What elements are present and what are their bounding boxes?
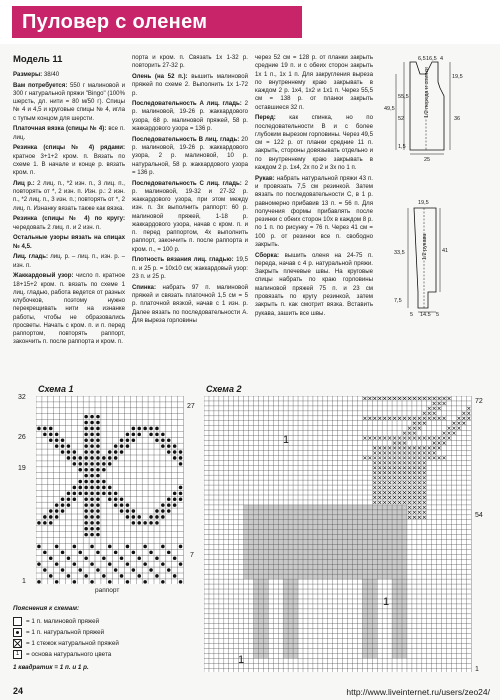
legend-text-base: = основа натурального цвета: [26, 651, 112, 659]
col2-text: 2 р. малиновой, 19-32 и 27-32 р. жаккардового узора, при этом между изн. п. 3x выполнить раппорт: 60 р. малиновой пряжей, 1-18 р. жаккардового узора, начав с кром. п. и п. перед раппортом, 4x выполнить раппорт, закончить п. после раппорта и кром. п., = 100 р.: [132, 179, 248, 253]
schematic-sleeve: [380, 196, 494, 316]
col1-text: чередовать 2 лиц. п. и 2 изн. п.: [13, 223, 101, 231]
schematic-front-back-svg: [380, 54, 494, 164]
legend-row-stitch: [13, 639, 198, 648]
col1-text: 2 лиц. п., *2 изн. п., 3 лиц. п., повторять от *, 2 изн. п. Изн. р.: 2 изн. п., *2 лиц. п., 3 изн. п.; повторять от *, 2 лиц. п. Изнанку вязать также как вязка.: [13, 179, 125, 212]
col3-text: набрать натуральной пряжи 43 п. и провязать 7,5 см резинкой. Затем вязать по последовательности С, в 1 р. равномерно прибавив 13 п. = 56 п. Для получения формы прибавлять после резинки с обеих сторон 10x в каждом 8 р. по 1 п. по рисунку = 76 п. Через 41 см = 100 р. от резинки все п. свободно закрыть.: [255, 174, 373, 248]
one-cell-icon: 1: [13, 650, 22, 659]
col2-paragraph: [132, 256, 248, 281]
empty-cell-icon: [13, 617, 22, 626]
sch2-label-c: 33,5: [394, 250, 405, 256]
col2-lead: Спинка:: [132, 283, 156, 291]
col2-text: вышить малиновой пряжей по схеме 2. Выполнить 1x 1-72 р.: [132, 72, 248, 97]
sch2-label-e: 5: [410, 312, 414, 316]
col2-paragraph: [132, 180, 248, 255]
cross-cell-icon: [13, 639, 22, 648]
legend-text-natural: = 1 п. натуральной пряжей: [26, 629, 105, 637]
col3-paragraph: [255, 54, 373, 112]
sch1-label-c: 4: [440, 56, 444, 62]
sch1-label-b: 16,5: [426, 56, 437, 62]
schematic-sleeve-svg: [380, 196, 494, 316]
chart2-grid-box: [204, 396, 472, 672]
legend: [13, 604, 198, 673]
col1-body: [13, 71, 125, 347]
square-note: 1 квадратик = 1 п. и 1 р.: [13, 664, 89, 672]
text-column-2: [132, 54, 248, 327]
col1-paragraph: [13, 272, 125, 347]
legend-text-crimson: = 1 п. малиновой пряжей: [26, 618, 100, 626]
col3-paragraph: [255, 114, 373, 172]
chart2-right-label-1: 1: [475, 666, 479, 673]
page-title: Пуловер с оленем: [22, 11, 208, 33]
sch2-label-a: 19,5: [418, 200, 429, 206]
col2-lead: Последовательность В лиц. гладь:: [132, 135, 240, 143]
page-number: 24: [13, 686, 24, 696]
col3-paragraph: [255, 252, 373, 318]
source-url[interactable]: http://www.liveinternet.ru/users/zeo24/: [346, 687, 490, 697]
col1-paragraph: [13, 144, 125, 177]
col3-lead: Сборка:: [255, 251, 279, 259]
col1-lead: Вам потребуется:: [13, 81, 68, 89]
col1-paragraph: [13, 234, 125, 251]
col2-text: 2 р. малиновой, 19-26 р. жаккардового узора, 68 р. малиновой пряжей, 58 р. жаккардового узора = 136 р.: [132, 100, 248, 133]
col2-paragraph: [132, 100, 248, 133]
chart2-right-label-72: 72: [475, 398, 483, 405]
col1-text: число п. кратное 18+15+2 кром. п. вязать по схеме 1 лиц. гладью, работа ведется от разных клубочков, поэтому нужно перекрещивать нити на изнанке работы, чтобы не образовались просветы. Начать с кром. п. и п. перед раппортом, повторять раппорт, закончить п. после раппорта и кром. п.: [13, 272, 125, 346]
chart1-right-label-7: 7: [190, 552, 194, 559]
col1-lead: Размеры:: [13, 70, 43, 78]
col1-paragraph: [13, 82, 125, 123]
dot-cell-icon: [13, 628, 22, 637]
schematic-front-back: [380, 54, 494, 164]
chart1-row-label-1: 1: [22, 578, 26, 585]
sch1-label-i: 1,5: [398, 144, 406, 150]
col2-text: 20 р. малиновой, 19-26 р. жаккардового узора, 2 р. малиновой, 10 р. натуральной, 58 р. жаккардового узора = 136 р.: [132, 135, 248, 176]
col1-text: все п. лиц.: [13, 125, 125, 141]
chart1-right-label-27: 27: [187, 403, 195, 410]
col2-text: порта и кром. п. Связать 1x 1-32 р. повторить 27-32 р.: [132, 54, 248, 70]
text-column-3: [255, 54, 373, 320]
col2-paragraph: [132, 136, 248, 177]
chart1-rapport-label: раппорт: [95, 587, 120, 594]
col3-body: [255, 54, 373, 318]
chart1-grid-box: [36, 396, 184, 584]
col2-text: набрать 97 п. малиновой пряжей и связать платочной 1,5 см = 5 р. платочной вязкой, начав с 1 изн. р. Далее вязать по последовательности А. Для выреза горловины: [132, 283, 248, 324]
col2-lead: Последовательность А лиц. гладь:: [132, 100, 242, 108]
chart2-right-label-54: 54: [475, 512, 483, 519]
col1-lead: Остальные узоры вязать на спицах № 4,5.: [13, 234, 125, 250]
chart1-row-label-32: 32: [18, 394, 26, 401]
col1-text: кратное 3+1+2 кром. п. Вязать по схеме 1. В начале и конце р. вязать кром. п.: [13, 152, 125, 177]
chart2-base-mark-b: 1: [383, 596, 390, 608]
col2-lead: Плотность вязания лиц. гладью:: [132, 256, 234, 264]
col1-paragraph: [13, 125, 125, 142]
sch1-label-e: 49,5: [384, 106, 395, 112]
col1-lead: Лиц. гладь:: [13, 253, 48, 261]
sch1-label-h: 52: [398, 116, 405, 122]
col1-text: 38/40: [42, 70, 60, 78]
chart2-base-mark-a: 1: [283, 434, 290, 446]
col1-text: лиц. р. – лиц. п., изн. р. – изн. п.: [13, 253, 125, 269]
legend-text-stitch: = 1 стежок натуральной пряжей: [26, 640, 119, 648]
legend-title: Пояснения к схемам:: [13, 605, 80, 612]
col1-paragraph: [13, 215, 125, 232]
chart1-title: Схема 1: [38, 384, 74, 394]
chart1-svg: [36, 396, 184, 584]
sch2-label-g: 5: [436, 312, 440, 316]
sch2-label-f: 14,5: [420, 312, 431, 316]
col3-text: как спинка, но по последовательности В и с более глубоким вырезом горловины. Через 49,5 см = 122 р. от планки средние 11 п. закрыть, стороны довязывать отдельно и по внутреннему краю закрывать в каждом 2 р. 1x4, 2x по 2 и 3x по 1 п.: [255, 114, 373, 172]
sch1-label-a: 6,5: [418, 56, 426, 62]
col2-body: [132, 54, 248, 325]
model-heading: Модель 11: [13, 54, 63, 65]
chart2-svg: [204, 396, 472, 672]
sch2-label-d: 7,5: [394, 298, 402, 304]
col1-paragraph: [13, 71, 125, 79]
sch1-label-title: 1/2 переда и спинки: [424, 67, 430, 118]
col1-lead: Лиц р.:: [13, 179, 35, 187]
sch1-label-d: 19,5: [452, 74, 463, 80]
col1-lead: Резинка (спицы № 4) по кругу:: [13, 215, 125, 223]
col3-paragraph: [255, 175, 373, 250]
col1-lead: Жаккардовый узор:: [13, 272, 74, 280]
col3-text: вышить оленя на 24-75 п. переда, начав с 4 р. натуральной пряжи. Закрыть плечевые швы. На круговые спицы набрать по краю горловины малиновой пряжей 75 п. и 23 см провязать по кругу резинкой, затем закрыть п. как смотрит вязка. Вставить рукава, зашить все швы.: [255, 251, 373, 317]
col1-paragraph: [13, 180, 125, 213]
col1-lead: Резинка (спицы № 4) рядами:: [13, 144, 125, 152]
col2-paragraph: [132, 73, 248, 98]
col2-text: 19,5 п. и 25 р. = 10x10 см; жаккардовый узор: 23 п. и 25 р.: [132, 256, 248, 280]
sch1-label-j: 25: [424, 157, 431, 163]
sch2-label-b: 41: [442, 248, 449, 254]
legend-row-natural: [13, 628, 198, 637]
text-column-1: [13, 54, 125, 349]
chart2-base-mark-c: 1: [238, 654, 245, 666]
col3-text: через 52 см = 128 р. от планки закрыть средние 19 п. и с обеих сторон закрыть 1x 1 п., 1x 1 п. Для закругления выреза по внутреннему краю закрывать в каждом 2 р. 1x4, 1x2 и 1x1 п. Через 55,5 см = 138 р. от планки закрыть оставшиеся 32 п.: [255, 54, 373, 111]
col2-paragraph: [132, 54, 248, 71]
col3-lead: Перед:: [255, 114, 276, 122]
col2-lead: Последовательность С лиц. гладь:: [132, 179, 242, 187]
chart1-gridlines: [36, 396, 184, 584]
chart1-row-label-19: 19: [18, 465, 26, 472]
col1-paragraph: [13, 253, 125, 270]
col1-text: 550 г малиновой и 300 г натуральной пряжи "Bingo" (100% шерсть, дл. нити = 80 м/50 г). Спицы № 4 и 4,5 и круговые спицы № 4, игла с тупым концом для шерсти.: [13, 81, 125, 122]
sch1-label-f: 36: [454, 116, 461, 122]
col1-lead: Платочная вязка (спицы № 4):: [13, 125, 107, 133]
legend-row-crimson: [13, 617, 198, 626]
col2-lead: Олень (на 52 п.):: [132, 72, 188, 80]
sch1-label-g: 55,5: [398, 94, 409, 100]
title-banner: [0, 0, 500, 44]
col2-paragraph: [132, 284, 248, 325]
col3-lead: Рукав:: [255, 174, 275, 182]
chart1-row-label-26: 26: [18, 434, 26, 441]
chart2-title: Схема 2: [206, 384, 242, 394]
legend-row-base: [13, 650, 198, 659]
sch2-label-title: 1/2 рукава: [422, 233, 428, 260]
